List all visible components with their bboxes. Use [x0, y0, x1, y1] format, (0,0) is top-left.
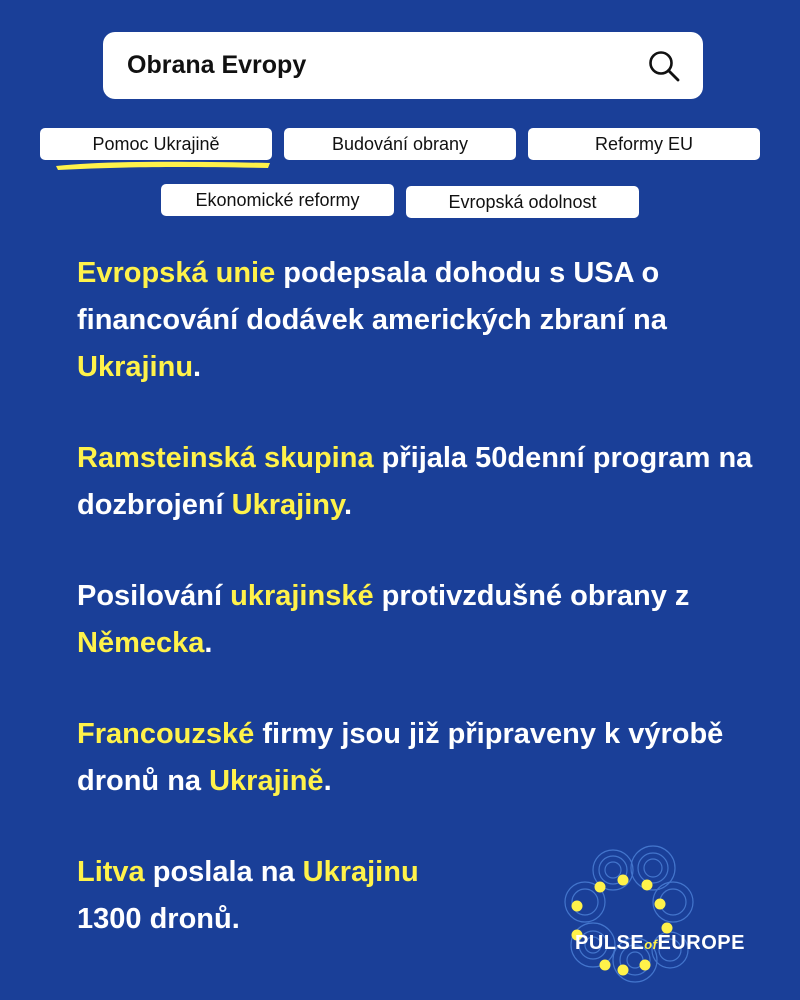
active-tag-underline — [54, 157, 272, 171]
tag-ekonomicke-reformy[interactable] — [161, 184, 394, 216]
tag-label: Evropská odolnost — [448, 192, 597, 212]
body-text: přijala 50denní program na dozbrojení — [77, 442, 753, 521]
highlight-text: Ramsteinská skupina — [77, 442, 374, 474]
news-item-1 — [77, 250, 767, 391]
news-item-3 — [77, 573, 767, 667]
highlight-text: Ukrajinu — [77, 351, 194, 383]
highlight-text: Německa — [77, 627, 205, 659]
body-text: 1300 dronů. — [77, 903, 240, 935]
highlight-text: Evropská unie — [77, 257, 276, 289]
body-text: . — [343, 489, 353, 521]
highlight-text: Ukrajině — [209, 765, 324, 797]
body-text: protivzdušné obrany z — [373, 580, 690, 612]
body-text: poslala na — [144, 856, 303, 888]
body-text: Posilování — [77, 580, 231, 612]
search-icon[interactable] — [647, 49, 681, 83]
tag-label: Ekonomické reformy — [195, 190, 360, 210]
search-input[interactable]: Obrana Evropy — [127, 51, 307, 79]
news-item-2 — [77, 435, 767, 529]
tag-label: Budování obrany — [331, 134, 469, 154]
highlight-text: Ukrajiny — [231, 489, 344, 521]
highlight-text: ukrajinské — [230, 580, 374, 612]
logo-wordmark: PULSEofEUROPE — [575, 932, 745, 954]
body-text: . — [204, 627, 213, 659]
body-text: firmy jsou již připraveny k výrobě dronů na — [77, 718, 724, 797]
search-bar[interactable] — [103, 32, 703, 99]
news-item-4 — [77, 711, 767, 805]
body-text: . — [323, 765, 332, 797]
tag-label: Reformy EU — [594, 134, 693, 154]
highlight-text: Ukrajinu — [302, 856, 419, 888]
body-text: podepsala dohodu s USA o financování dodávek amerických zbraní na — [77, 257, 667, 336]
tag-label: Pomoc Ukrajině — [92, 134, 220, 154]
tag-reformy-eu[interactable] — [528, 128, 760, 160]
tag-budovani-obrany[interactable] — [284, 128, 516, 160]
highlight-text: Francouzské — [77, 718, 255, 750]
highlight-text: Litva — [77, 856, 145, 888]
pulse-of-europe-logo — [555, 840, 770, 990]
tag-evropska-odolnost[interactable] — [406, 186, 639, 218]
tag-pomoc-ukrajine[interactable] — [40, 128, 272, 160]
body-text: . — [193, 351, 202, 383]
